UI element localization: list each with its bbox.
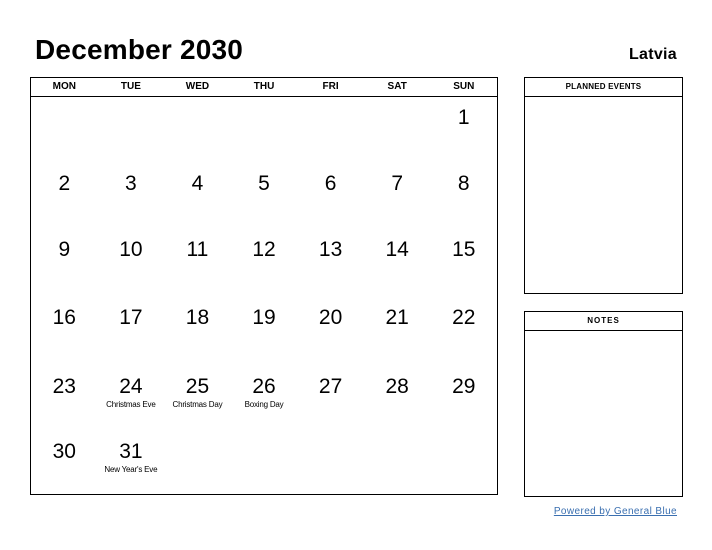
day-cell	[364, 163, 431, 196]
day-cell	[98, 431, 165, 475]
day-cell	[231, 97, 298, 130]
day-cell	[231, 431, 298, 475]
day-number: 10	[119, 238, 143, 261]
planned-events-title: PLANNED EVENTS	[525, 78, 682, 97]
day-number: 6	[324, 172, 337, 195]
day-cell	[231, 297, 298, 330]
day-cell	[297, 163, 364, 196]
day-cell	[164, 431, 231, 475]
day-number: 18	[185, 306, 210, 329]
week-row	[31, 366, 497, 410]
weekday-tue: TUE	[120, 81, 141, 92]
day-number: 21	[385, 306, 409, 329]
day-cell	[98, 229, 165, 262]
day-number: 8	[457, 172, 470, 195]
weekday-wed: WED	[185, 81, 210, 92]
week-row	[31, 229, 497, 262]
day-number: 24	[119, 375, 143, 398]
day-cell	[98, 97, 165, 130]
day-cell	[364, 229, 431, 262]
day-cell	[231, 366, 298, 410]
country-label: Latvia	[628, 46, 677, 63]
day-number: 17	[119, 306, 143, 329]
day-cell	[164, 366, 231, 410]
notes-title: NOTES	[525, 312, 682, 331]
day-cell	[297, 229, 364, 262]
day-cell	[31, 229, 98, 262]
day-number: 23	[52, 375, 76, 398]
day-cell	[164, 297, 231, 330]
day-number: 29	[452, 375, 476, 398]
day-number: 14	[385, 238, 409, 261]
day-cell	[364, 97, 431, 130]
day-cell	[297, 431, 364, 475]
day-cell	[164, 97, 231, 130]
day-number: 25	[185, 375, 210, 398]
day-number: 7	[391, 172, 404, 195]
day-cell	[297, 366, 364, 410]
day-cell	[430, 97, 497, 130]
day-number: 2	[58, 172, 71, 195]
day-number: 20	[318, 306, 343, 329]
holiday-label: New Year's Eve	[104, 465, 158, 474]
holiday-label: Boxing Day	[244, 400, 284, 409]
day-cell	[31, 431, 98, 475]
day-number: 19	[252, 306, 276, 329]
day-cell	[430, 297, 497, 330]
day-cell	[31, 97, 98, 130]
day-number: 9	[58, 238, 71, 261]
day-number: 15	[452, 238, 476, 261]
day-cell	[430, 163, 497, 196]
weekday-sun: SUN	[453, 81, 475, 92]
month-calendar-grid	[30, 77, 498, 495]
calendar-body	[31, 97, 497, 494]
day-number: 5	[258, 172, 270, 195]
day-cell	[364, 297, 431, 330]
weekday-header-row	[31, 78, 497, 97]
day-cell	[98, 366, 165, 410]
day-number: 26	[252, 375, 276, 398]
day-number: 16	[52, 306, 76, 329]
day-cell	[297, 297, 364, 330]
day-number: 13	[318, 238, 343, 261]
planned-events-panel	[524, 77, 683, 294]
day-cell	[297, 97, 364, 130]
holiday-label: Christmas Day	[172, 400, 223, 409]
day-cell	[164, 163, 231, 196]
week-row	[31, 163, 497, 196]
day-number: 31	[119, 440, 143, 463]
day-number: 4	[191, 172, 204, 195]
week-row	[31, 431, 497, 475]
day-number: 3	[125, 172, 137, 195]
week-row	[31, 97, 497, 130]
weekday-thu: THU	[253, 81, 275, 92]
powered-by-link[interactable]: Powered by General Blue	[553, 506, 677, 517]
day-cell	[231, 163, 298, 196]
day-cell	[31, 366, 98, 410]
day-cell	[31, 163, 98, 196]
day-number: 22	[452, 306, 476, 329]
weekday-fri: FRI	[322, 81, 339, 92]
day-cell	[430, 366, 497, 410]
day-cell	[364, 366, 431, 410]
day-cell	[430, 431, 497, 475]
day-cell	[231, 229, 298, 262]
week-row	[31, 297, 497, 330]
day-number: 27	[318, 375, 343, 398]
day-cell	[31, 297, 98, 330]
day-cell	[430, 229, 497, 262]
day-number: 30	[52, 440, 76, 463]
day-cell	[98, 297, 165, 330]
day-cell	[364, 431, 431, 475]
day-number: 12	[252, 238, 276, 261]
weekday-sat: SAT	[387, 81, 407, 92]
day-cell	[98, 163, 165, 196]
day-cell	[164, 229, 231, 262]
day-number: 11	[186, 238, 209, 261]
page-title: December 2030	[35, 34, 244, 65]
weekday-mon: MON	[52, 81, 76, 92]
holiday-label: Christmas Eve	[106, 400, 156, 409]
day-number: 28	[385, 375, 409, 398]
day-number: 1	[457, 106, 470, 129]
notes-panel	[524, 311, 683, 497]
